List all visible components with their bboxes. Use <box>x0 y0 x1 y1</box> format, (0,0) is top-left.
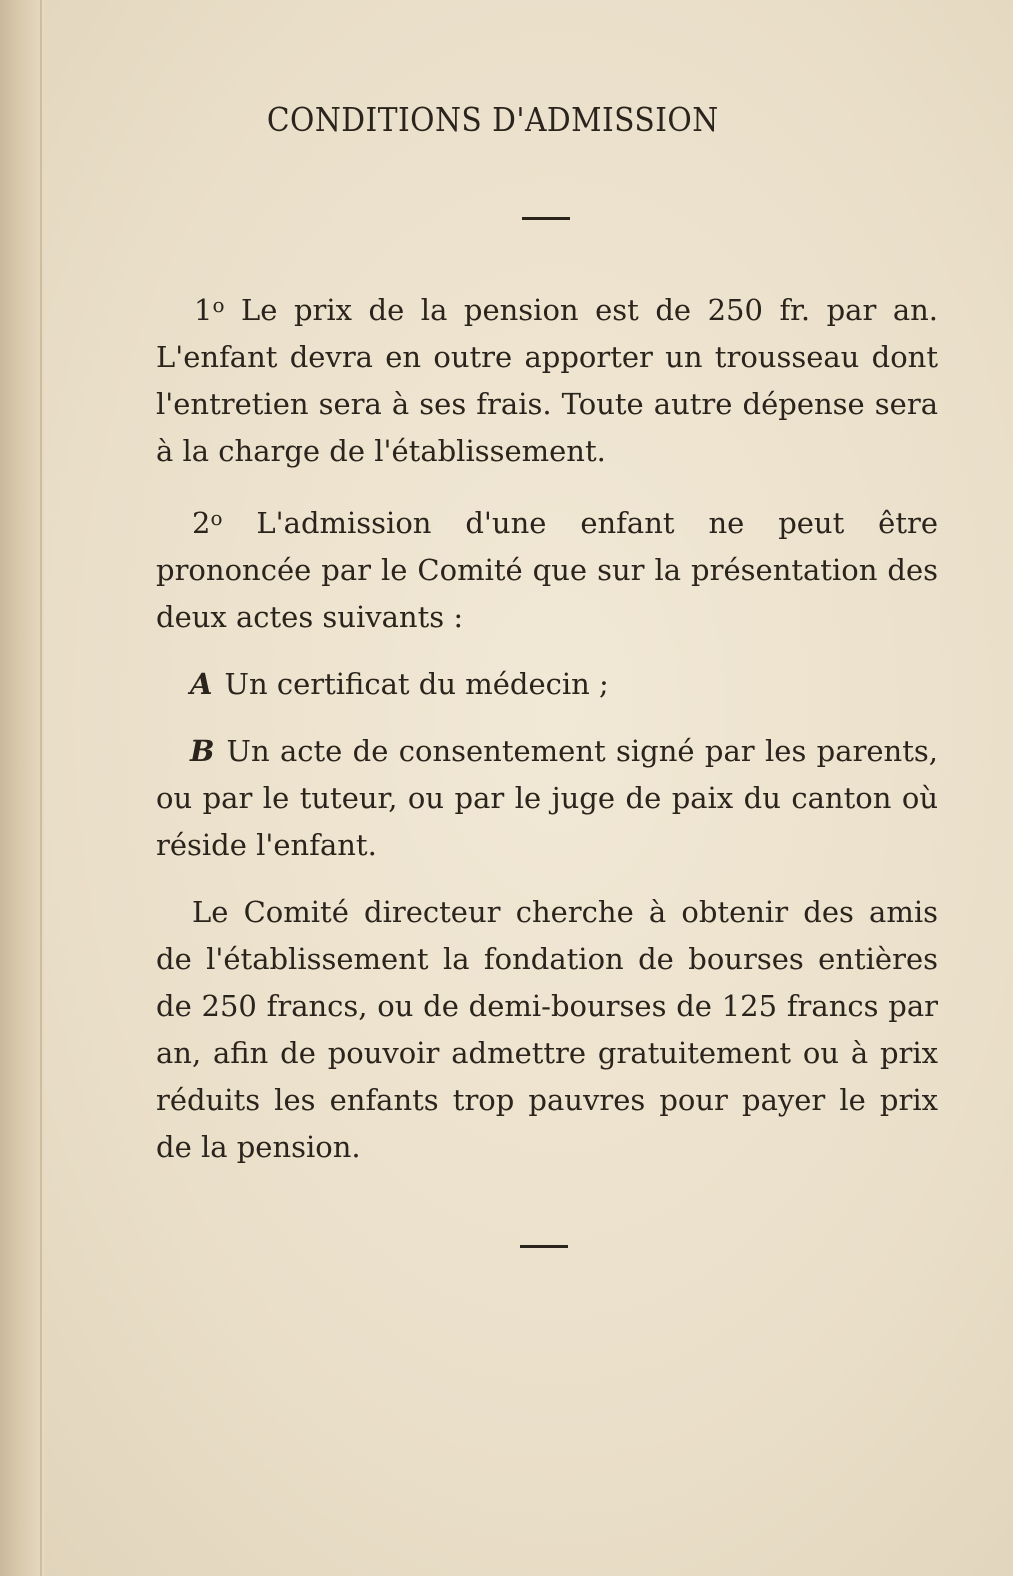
page-title: CONDITIONS D'ADMISSION <box>266 100 719 139</box>
paragraph-1-number: 1$^o$ <box>194 293 225 327</box>
paragraph-2 <box>156 495 938 641</box>
list-item-a <box>156 661 938 708</box>
body-text <box>156 282 938 1191</box>
end-divider <box>520 1245 568 1248</box>
gutter-edge <box>40 0 42 1576</box>
paragraph-2-text: L'admission d'une enfant ne peut être prononcée par le Comité que sur la présentation des deux actes suivants : <box>156 506 939 634</box>
paragraph-2-number: 2$^o$ <box>192 506 223 540</box>
paragraph-3-text: Le Comité directeur cherche à obtenir des amis de l'établissement la fondation de bourses entières de 250 francs, ou de demi-bourses de 125 francs par an, afin de pouvoir admettre gratuitement ou à prix réduits les enfants trop pauvres pour payer le prix de la pension. <box>156 895 938 1164</box>
paragraph-1 <box>156 282 938 475</box>
list-item-a-text: Un certificat du médecin ; <box>224 667 609 701</box>
list-item-a-letter: A <box>190 667 213 701</box>
paragraph-1-text: Le prix de la pension est de 250 fr. par an. L'enfant devra en outre apporter un trousseau dont l'entretien sera à ses frais. Toute autre dépense sera à la charge de l'établissement. <box>156 293 939 468</box>
list-item-b <box>156 728 938 869</box>
list-item-b-text: Un acte de consentement signé par les parents, ou par le tuteur, ou par le juge de paix du canton où réside l'enfant. <box>156 734 938 862</box>
page-gutter <box>0 0 44 1576</box>
paragraph-3 <box>156 889 938 1171</box>
title-divider <box>522 217 570 220</box>
list-item-b-letter: B <box>190 734 215 768</box>
